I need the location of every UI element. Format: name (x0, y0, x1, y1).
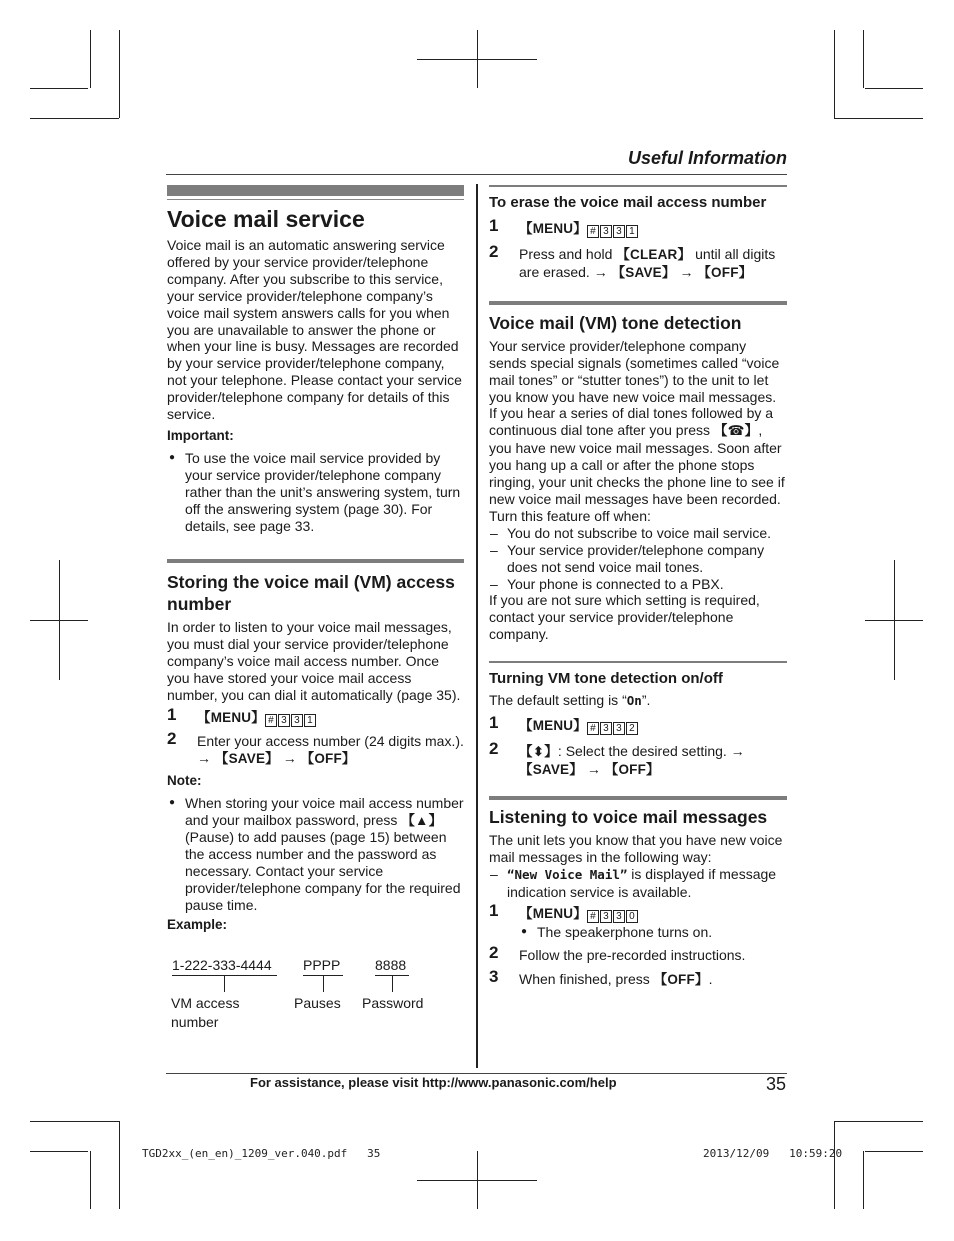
crop-mark (834, 118, 923, 119)
important-item: ● To use the voice mail service provided by your service provider/telephone company rather than the unit’s answering system, turn off the answering system (page 30). For details, see page 33. (167, 450, 464, 535)
step-text: : Select the desired setting. (557, 743, 727, 760)
tone-text: , you have new voice mail messages. Soon after you hang up a call or after the phone stops ringing, your unit checks the phone line to see if new voice mail messages have been recorded. (489, 422, 785, 507)
save-key: 【SAVE】 (214, 750, 279, 766)
clear-key: 【CLEAR】 (616, 247, 692, 262)
digit-key: 3 (600, 225, 612, 238)
listen-step-3 (489, 967, 787, 989)
listen-title: Listening to voice mail messages (489, 806, 768, 827)
crop-mark (119, 30, 120, 118)
section-bar (489, 796, 787, 800)
section-bar (489, 185, 787, 187)
off-key: 【OFF】 (697, 264, 753, 280)
section-bar (489, 301, 787, 305)
crop-mark (417, 1180, 537, 1181)
digit-key: 3 (600, 722, 612, 735)
storing-step-1 (167, 704, 464, 727)
connector (224, 975, 225, 992)
menu-key: 【MENU】 (197, 709, 265, 725)
menu-key: 【MENU】 (519, 718, 587, 734)
connector (323, 975, 324, 992)
note-text: (Pause) to add pauses (page 15) between the access number and the password as necessary. Contact your service provider/telephone company for the required pause time. (185, 829, 461, 914)
digit-key: 3 (613, 225, 625, 238)
step-number: 1 (489, 216, 499, 235)
left-column (167, 185, 464, 934)
intro-paragraph: Voice mail is an automatic answering service offered by your service provider/telephone company. After you subscribe to this service, your service provider/telephone company’s voice mail system answers calls for you when you are unavailable to answer the phone or when your line is busy. Messages are recorded by your service provider/telephone company, not your telephone. Please contact your service provider/telephone company for details of this service. (167, 237, 462, 423)
default-value: On (626, 693, 642, 709)
crop-mark (863, 30, 864, 88)
listen-body: The unit lets you know that you have new voice mail messages in the following way: (489, 831, 783, 865)
crop-mark (834, 30, 835, 118)
arrow: → (197, 749, 215, 766)
off-key: 【OFF】 (604, 761, 660, 777)
arrow: → (589, 263, 612, 280)
turning-title: Turning VM tone detection on/off (489, 670, 723, 688)
step-number: 2 (489, 943, 499, 963)
crop-mark (119, 1121, 120, 1209)
step-text: Follow the pre-recorded instructions. (519, 947, 746, 964)
step-text: Enter your access number (24 digits max.). (197, 732, 464, 749)
column-divider (476, 184, 478, 1068)
example-label-pauses: Pauses (294, 995, 341, 1011)
digit-key: 0 (626, 910, 638, 923)
crop-mark (865, 620, 923, 621)
hash-key: # (265, 714, 277, 727)
step-text: Press and hold (519, 246, 617, 262)
erase-step-2 (489, 242, 787, 282)
digit-key: 2 (626, 722, 638, 735)
section-bar (167, 185, 464, 196)
erase-title: To erase the voice mail access number (489, 194, 767, 211)
tone-body (489, 338, 787, 508)
example-label-password: Password (362, 995, 424, 1011)
step-text: When finished, press (519, 971, 654, 988)
menu-key: 【MENU】 (519, 221, 587, 236)
right-column (489, 185, 787, 989)
section-rule (167, 199, 464, 200)
indication-text: is displayed if message indication service is available. (507, 865, 777, 900)
crop-mark (834, 1121, 835, 1209)
crop-mark (834, 1121, 923, 1122)
page-title: Voice mail service (167, 206, 365, 232)
arrow: → (278, 749, 301, 766)
digit-key: 3 (613, 722, 625, 735)
off-key: 【OFF】 (300, 750, 356, 766)
step-number: 1 (489, 713, 499, 733)
example-pauses: PPPP (303, 957, 341, 973)
erase-step-1 (489, 216, 787, 238)
step-number: 1 (489, 901, 499, 921)
arrow: → (726, 743, 745, 760)
step-text: . (708, 971, 713, 988)
default-text: The default setting is “ (489, 692, 627, 709)
header-rule (166, 174, 787, 175)
storing-title: Storing the voice mail (VM) access number (167, 572, 455, 615)
storing-step-2 (167, 728, 464, 768)
example-label-access: VM access number (171, 995, 240, 1030)
step-number: 2 (167, 728, 177, 748)
step-number: 3 (489, 967, 499, 987)
listen-indication (489, 866, 787, 901)
crop-mark (417, 59, 537, 60)
section-header: Useful Information (627, 148, 787, 168)
up-down-key: 【⬍】 (519, 744, 558, 760)
hash-key: # (587, 910, 599, 923)
step-number: 2 (489, 242, 499, 261)
crop-mark (30, 1151, 88, 1152)
note-item (167, 795, 464, 914)
turning-step-1 (489, 713, 787, 735)
tone-title: Voice mail (VM) tone detection (489, 312, 742, 333)
arrow: → (675, 263, 698, 280)
crop-mark (90, 30, 91, 88)
tone-condition: – You do not subscribe to voice mail service. (489, 525, 787, 542)
footer-rule (166, 1073, 787, 1074)
pause-key: 【▲】 (401, 812, 443, 828)
connector (392, 975, 393, 992)
digit-key: 3 (600, 910, 612, 923)
section-bar (167, 559, 464, 563)
tone-unsure: If you are not sure which setting is required, contact your service provider/telephone company. (489, 592, 760, 643)
digit-key: 3 (291, 714, 303, 727)
digit-key: 3 (278, 714, 290, 727)
menu-key: 【MENU】 (519, 906, 587, 922)
tone-turn-off: Turn this feature off when: (489, 507, 651, 524)
digit-key: 3 (613, 910, 625, 923)
print-date: 2013/12/09 10:59:20 (703, 1147, 843, 1160)
note-text: When storing your voice mail access number and your mailbox password, press (185, 794, 464, 828)
tone-condition: – Your service provider/telephone company does not send voice mail tones. (489, 542, 787, 576)
listen-step-2 (489, 943, 787, 964)
example-access-number: 1-222-333-4444 (172, 957, 272, 973)
step-text: until all digits are erased. (519, 246, 776, 280)
default-text: ”. (641, 692, 651, 709)
crop-mark (30, 88, 88, 89)
turning-default (489, 692, 787, 710)
save-key: 【SAVE】 (611, 264, 676, 280)
talk-key: 【☎】 (713, 423, 759, 439)
important-label: Important: (167, 427, 234, 443)
section-rule (489, 661, 787, 663)
digit-key: 1 (626, 225, 638, 238)
listen-step-1 (489, 901, 787, 941)
tone-text: Your service provider/telephone company sends special signals (sometimes called “voice mail tones” or “stutter tones”) to the unit to let you know you have new voice mail messages. If you hear a series of dial tones followed by a continuous dial tone after you press (489, 337, 780, 439)
digit-key: 1 (304, 714, 316, 727)
new-voice-mail-text: “New Voice Mail” (507, 866, 628, 882)
note-label: Note: (167, 772, 202, 788)
crop-mark (863, 1151, 864, 1209)
example-password: 8888 (375, 957, 407, 973)
crop-mark (30, 118, 119, 119)
storing-body: In order to listen to your voice mail messages, you must dial your service provider/telephone company’s voice mail access number. Once you have stored your voice mail access number, you can dial it automatically (page 35). (167, 619, 461, 704)
step-number: 1 (167, 704, 177, 724)
hash-key: # (587, 722, 599, 735)
step-sub-item: ● The speakerphone turns on. (519, 924, 787, 941)
tone-condition: – Your phone is connected to a PBX. (489, 576, 787, 593)
crop-mark (865, 88, 923, 89)
crop-mark (865, 1151, 923, 1152)
example-label: Example: (167, 917, 228, 932)
crop-mark (30, 620, 88, 621)
crop-mark (30, 1121, 119, 1122)
page-number: 35 (766, 1074, 787, 1094)
turning-step-2 (489, 739, 787, 779)
file-info: TGD2xx_(en_en)_1209_ver.040.pdf 35 (142, 1147, 381, 1160)
off-key: 【OFF】 (653, 972, 709, 988)
arrow: → (582, 760, 605, 777)
assistance-link[interactable]: For assistance, please visit http://www.panasonic.com/help (250, 1075, 617, 1090)
hash-key: # (587, 225, 599, 238)
save-key: 【SAVE】 (519, 761, 583, 777)
step-number: 2 (489, 739, 499, 759)
crop-mark (90, 1151, 91, 1209)
